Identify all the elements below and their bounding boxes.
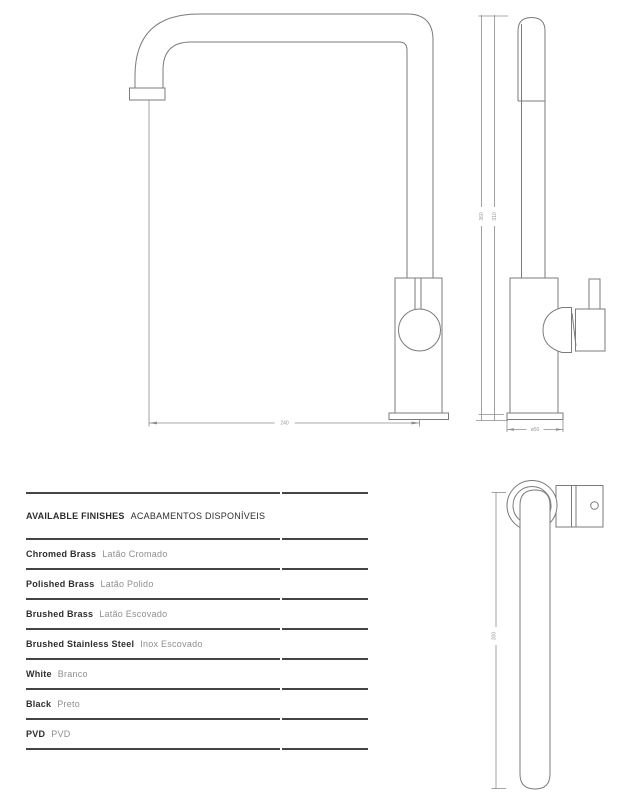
- base-diameter-dimension: [507, 420, 563, 434]
- finish-row-brushed-brass: [26, 600, 368, 628]
- handle-plate: [576, 309, 606, 351]
- top-view: [490, 481, 603, 790]
- dim-label-front-reach: 240: [280, 420, 289, 427]
- dim-label-top-depth: 300: [491, 631, 498, 641]
- front-view: [130, 14, 449, 427]
- spout-side-profile: [518, 18, 545, 102]
- finish-name-en: PVD: [26, 729, 46, 739]
- dim-label-total-height: 360: [479, 212, 485, 221]
- spout-outer-outline: [135, 14, 433, 278]
- finish-name-en: Brushed Stainless Steel: [26, 639, 135, 649]
- handle-screw-hole: [591, 502, 599, 510]
- finish-name-pt: Preto: [57, 699, 81, 709]
- finish-row-chromed-brass: [26, 540, 368, 568]
- dim-label-base-diameter: ø50: [530, 427, 540, 433]
- finish-name-en: Chromed Brass: [26, 549, 97, 559]
- available-finishes-table: [26, 492, 368, 750]
- base-flange-side: [507, 413, 563, 420]
- finish-name-pt: Inox Escovado: [140, 639, 203, 649]
- finish-name-en: Black: [26, 699, 52, 709]
- finishes-header-pt: ACABAMENTOS DISPONÍVEIS: [130, 511, 266, 521]
- spout-top-outline: [520, 490, 550, 789]
- side-view: [476, 15, 605, 433]
- finish-row-black: [26, 690, 368, 718]
- finish-row-polished-brass: [26, 570, 368, 598]
- front-reach-dimension: [149, 100, 420, 427]
- finish-name-pt: PVD: [51, 729, 71, 739]
- spout-inner-outline: [163, 42, 407, 278]
- dim-label-spout-height: 310: [492, 212, 498, 221]
- side-height-dimensions: [476, 15, 508, 421]
- finish-name-pt: Latão Polido: [100, 579, 154, 589]
- finish-row-pvd: [26, 720, 368, 748]
- finish-name-pt: Latão Cromado: [102, 549, 168, 559]
- finishes-header-en: AVAILABLE FINISHES: [26, 511, 125, 521]
- spout-nozzle: [130, 88, 166, 100]
- finishes-header-row: [26, 494, 368, 538]
- table-rule: [26, 748, 368, 750]
- finish-name-en: Polished Brass: [26, 579, 95, 589]
- top-depth-dimension: [490, 492, 506, 789]
- finish-row-white: [26, 660, 368, 688]
- finish-name-en: Brushed Brass: [26, 609, 94, 619]
- finish-row-brushed-stainless-steel: [26, 630, 368, 658]
- finish-name-pt: Branco: [57, 669, 88, 679]
- lever-stem: [589, 279, 600, 309]
- finish-name-en: White: [26, 669, 52, 679]
- finish-name-pt: Latão Escovado: [99, 609, 168, 619]
- base-flange: [389, 413, 449, 420]
- handle-knob: [399, 309, 441, 351]
